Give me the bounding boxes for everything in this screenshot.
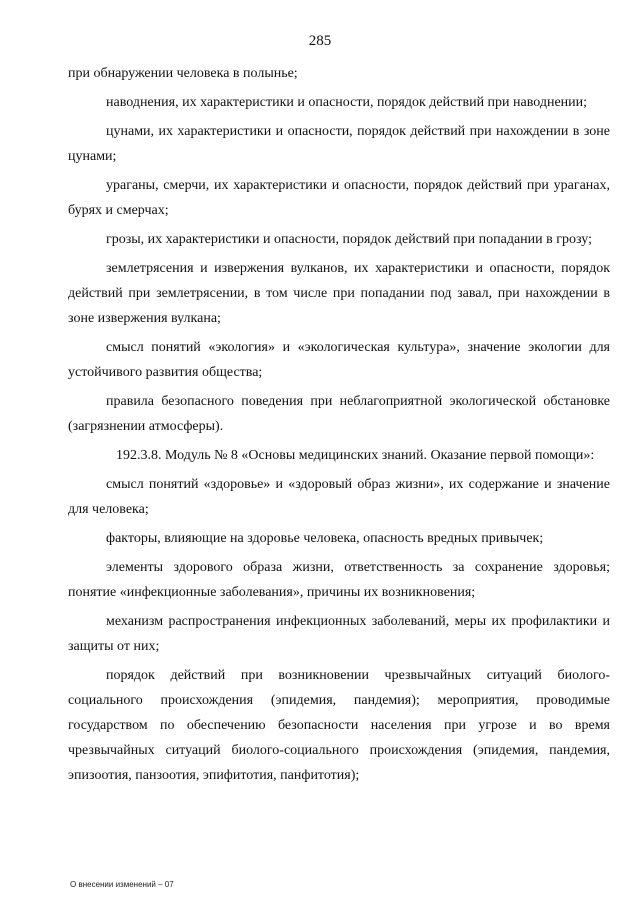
section-heading-module-8: 192.3.8. Модуль № 8 «Основы медицинских знаний. Оказание первой помощи»: xyxy=(116,448,595,463)
paragraph-earthquakes: землетрясения и извержения вулканов, их характеристики и опасности, порядок действий при землетрясении, в том числе при попадании под завал, при нахождении в зоне извержения вулкана; xyxy=(68,261,610,326)
footer-note: О внесении изменений – 07 xyxy=(70,880,174,889)
paragraph-biosocial-emergencies: порядок действий при возникновении чрезвычайных ситуаций биолого-социального происхождения (эпидемия, пандемия); мероприятия, проводимые государством по обеспечению безопасности населения при угрозе и во время чрезвычайных ситуаций биолого-социального происхождения (эпидемия, пандемия, эпизоотия, панзоотия, эпифитотия, панфитотия); xyxy=(68,668,610,783)
document-body xyxy=(68,61,610,792)
paragraph-health: смысл понятий «здоровье» и «здоровый образ жизни», их содержание и значение для человека; xyxy=(68,477,610,517)
page-number: 285 xyxy=(308,33,332,49)
paragraph-tsunami: цунами, их характеристики и опасности, порядок действий при нахождении в зоне цунами; xyxy=(68,124,610,164)
paragraph-ecology: смысл понятий «экология» и «экологическая культура», значение экологии для устойчивого развития общества; xyxy=(68,340,610,380)
paragraph-floods: наводнения, их характеристики и опасности, порядок действий при наводнении; xyxy=(106,95,588,110)
paragraph-thunderstorms: грозы, их характеристики и опасности, порядок действий при попадании в грозу; xyxy=(106,232,592,247)
paragraph-ice-hole: при обнаружении человека в полынье; xyxy=(68,66,298,81)
paragraph-hurricanes: ураганы, смерчи, их характеристики и опасности, порядок действий при ураганах, бурях и смерчах; xyxy=(68,178,610,218)
paragraph-health-factors: факторы, влияющие на здоровье человека, опасность вредных привычек; xyxy=(106,531,544,546)
paragraph-healthy-lifestyle: элементы здорового образа жизни, ответственность за сохранение здоровья; понятие «инфекционные заболевания», причины их возникновения; xyxy=(68,560,610,600)
paragraph-ecological-safety: правила безопасного поведения при неблагоприятной экологической обстановке (загрязнении атмосферы). xyxy=(68,394,610,434)
paragraph-infection-spread: механизм распространения инфекционных заболеваний, меры их профилактики и защиты от них; xyxy=(68,614,610,654)
